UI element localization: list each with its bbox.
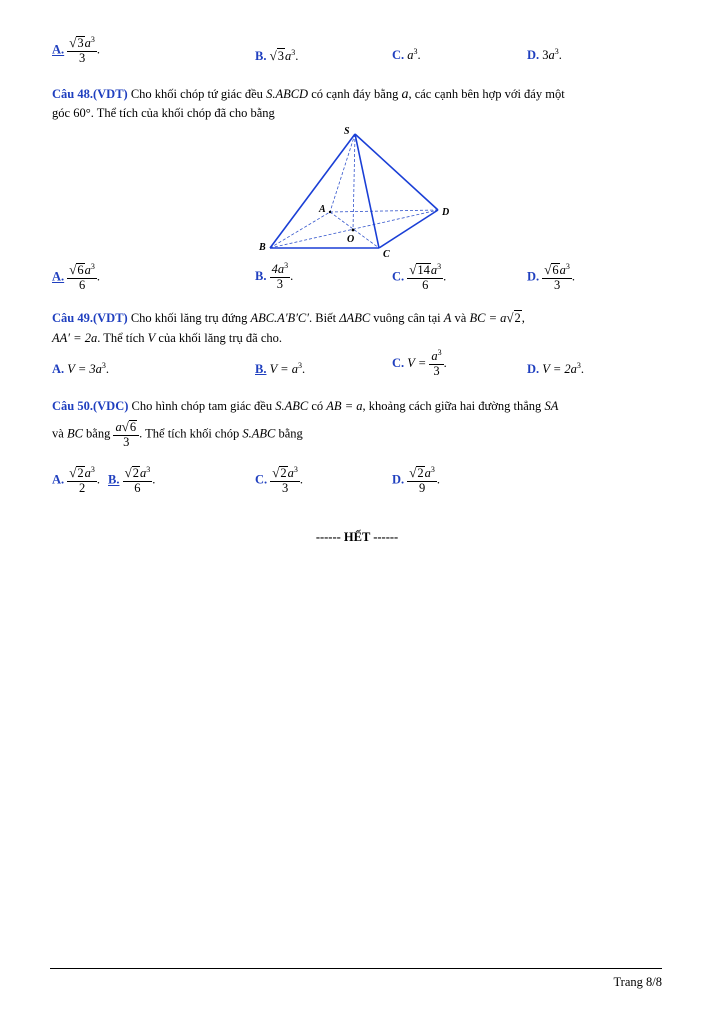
q50-answer-d[interactable]: D. $\frac{√2a^3}{9}$ . <box>392 464 441 495</box>
q47-answer-c[interactable]: C. $a^3$. <box>392 46 421 62</box>
edge-CD <box>379 210 438 248</box>
q48-stem-line2: góc 60°. Thể tích của khối chóp đã cho bằng <box>52 106 275 120</box>
label-B: B <box>259 242 266 253</box>
q50-answer-a[interactable]: A. $\frac{√2a^3}{2}$ . <box>52 464 101 495</box>
q50-stem-line1: Câu 50.(VDC) Cho hình chóp tam giác đều S.ABC có AB = a, khoảng cách giữa hai đường thẳng SA <box>52 399 559 413</box>
edge-SD <box>355 134 438 210</box>
q49-answer-b[interactable]: B. $V = a^3$. <box>255 360 306 376</box>
q50-answer-b[interactable]: B. $\frac{√2a^3}{6}$ . <box>108 464 156 495</box>
edge-AD <box>330 210 438 212</box>
q48-answer-b[interactable]: B. $\frac{4a^3}{3}$ . <box>255 260 294 291</box>
q47-answer-d[interactable]: D. $3a^3$. <box>527 46 562 62</box>
edge-BA <box>270 212 330 248</box>
label-O: O <box>347 234 355 245</box>
height-SO <box>353 134 355 230</box>
q47-answer-b[interactable]: B. $√3a^3$. <box>255 47 299 63</box>
q49-answer-d[interactable]: D. $V = 2a^3$. <box>527 360 585 376</box>
answer-label: A. <box>52 42 65 57</box>
end-marker: ------ HẾT ------ <box>315 530 399 544</box>
edge-SB <box>270 134 355 248</box>
q48-answer-c[interactable]: C. $\frac{√14a^3}{6}$ . <box>392 261 447 292</box>
q49-stem-line2: AA′ = 2a. Thể tích V của khối lăng trụ đã cho. <box>52 331 282 345</box>
fraction: $\frac{√3a^3}{3}$ <box>69 34 95 65</box>
pyramid-figure <box>255 122 465 262</box>
edge-SA <box>330 134 355 212</box>
diag-AC <box>330 212 379 248</box>
label-C: C <box>383 249 390 260</box>
q48-answer-d[interactable]: D. $\frac{√6a^3}{3}$ . <box>527 261 576 292</box>
q48-answer-a[interactable]: A. $\frac{√6a^3}{6}$ . <box>52 261 101 292</box>
q49-answer-c[interactable]: C. V = $\frac{a^3}{3}$ . <box>392 347 447 378</box>
label-D: D <box>442 207 450 218</box>
label-S: S <box>344 126 350 137</box>
point-A <box>329 211 331 213</box>
edge-SC <box>355 134 379 248</box>
q50-stem-line2: và BC bằng $\frac{a√6}{3}$ . Thể tích khối chóp S.ABC bằng <box>52 419 303 449</box>
q49-stem-line1: Câu 49.(VDT) Cho khối lăng trụ đứng ABC.A′B′C′. Biết ΔABC vuông cân tại A và BC = a√2, <box>52 310 525 325</box>
footer-divider <box>50 968 662 969</box>
point-O <box>352 229 355 232</box>
page-number: Trang 8/8 <box>613 975 662 989</box>
label-A: A <box>319 204 326 215</box>
q47-answer-a[interactable]: A. $\frac{√3a^3}{3}$ . <box>52 34 101 65</box>
q49-answer-a[interactable]: A. $V = 3a^3$. <box>52 360 110 376</box>
q50-answer-c[interactable]: C. $\frac{√2a^3}{3}$ . <box>255 464 304 495</box>
q48-stem-line1: Câu 48.(VDT) Cho khối chóp tứ giác đều S.ABCD có cạnh đáy bằng a, các cạnh bên hợp với đáy một <box>52 87 565 102</box>
